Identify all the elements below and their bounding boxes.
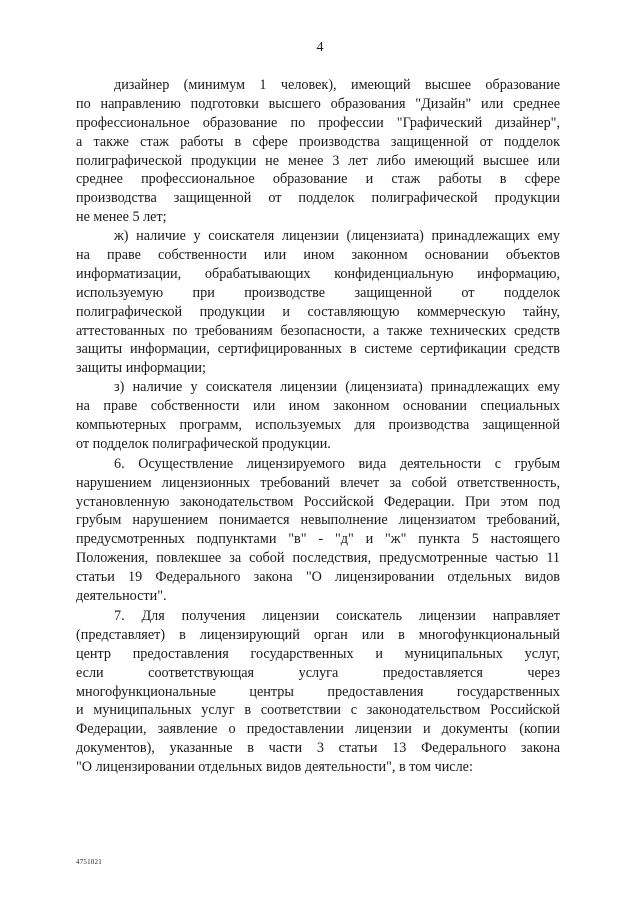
text-line: установленную законодательством Российской Федерации. При этом под (76, 493, 560, 510)
paragraph-item-zh (76, 227, 560, 378)
text-line: по направлению подготовки высшего образования "Дизайн" или среднее (76, 95, 560, 112)
text-line: на праве собственности или ином законном основании объектов (76, 247, 560, 264)
text-line: (представляет) в лицензирующий орган или в многофункциональный (76, 626, 560, 643)
text-line: полиграфической продукции и составляющую коммерческую тайну, (76, 303, 560, 320)
paragraph-section-6 (76, 455, 560, 606)
text-line: полиграфической продукции не менее 3 лет либо имеющий высшее или (76, 152, 560, 169)
page-number: 4 (316, 40, 324, 55)
text-line: 6. Осуществление лицензируемого вида деятельности с грубым (114, 455, 560, 472)
text-line: многофункциональные центры предоставления государственных (76, 683, 560, 700)
text-line: документов), указанные в части 3 статьи 13 Федерального закона (76, 740, 560, 757)
text-line: на праве собственности или ином законном основании специальных (76, 398, 560, 415)
text-line: "О лицензировании отдельных видов деятельности", в том числе: (76, 759, 473, 776)
text-line: а также стаж работы в сфере производства защищенной от подделок (76, 133, 560, 150)
paragraph-item-z (76, 378, 560, 454)
text-line: используемую при производстве защищенной от подделок (76, 284, 560, 301)
text-line: защиты информации, сертифицированных в системе сертификации средств (76, 341, 560, 358)
text-line: если соответствующая услуга предоставляется через (76, 664, 560, 681)
text-line: 7. Для получения лицензии соискатель лицензии направляет (114, 607, 560, 624)
text-line: Федерации, заявление о предоставлении лицензии и документы (копии (76, 721, 560, 738)
text-line: Положения, повлекшее за собой последствия, предусмотренные частью 11 (76, 550, 560, 567)
text-line: производства защищенной от подделок полиграфической продукции (76, 190, 560, 207)
text-line: компьютерных программ, используемых для производства защищенной (76, 417, 560, 434)
text-line: дизайнер (минимум 1 человек), имеющий высшее образование (114, 77, 560, 93)
text-line: информатизации, обрабатывающих конфиденциальную информацию, (76, 265, 560, 282)
text-line: з) наличие у соискателя лицензии (лицензиата) принадлежащих ему (114, 379, 560, 396)
text-line: деятельности". (76, 588, 167, 605)
document-body (76, 76, 560, 777)
text-line: нарушением лицензионных требований влечет за собой ответственность, (76, 474, 560, 491)
paragraph-continuation (76, 76, 560, 227)
text-line: защиты информации; (76, 360, 206, 377)
document-code: 4751021 (76, 858, 102, 866)
text-line: не менее 5 лет; (76, 209, 167, 226)
text-line: ж) наличие у соискателя лицензии (лицензиата) принадлежащих ему (114, 228, 560, 245)
text-line: и муниципальных услуг в соответствии с законодательством Российской (76, 702, 560, 719)
text-line: среднее профессиональное образование и стаж работы в сфере (76, 171, 560, 188)
text-line: от подделок полиграфической продукции. (76, 435, 331, 452)
text-line: центр предоставления государственных и муниципальных услуг, (76, 645, 560, 662)
text-line: аттестованных по требованиям безопасности, а также технических средств (76, 322, 560, 339)
text-line: грубым нарушением понимается невыполнение лицензиатом требований, (76, 512, 560, 529)
text-line: профессиональное образование по профессии "Графический дизайнер", (76, 114, 560, 131)
text-line: статьи 19 Федерального закона "О лицензировании отдельных видов (76, 569, 560, 586)
text-line: предусмотренных подпунктами "в" - "д" и "ж" пункта 5 настоящего (76, 531, 560, 548)
paragraph-section-7 (76, 607, 560, 777)
